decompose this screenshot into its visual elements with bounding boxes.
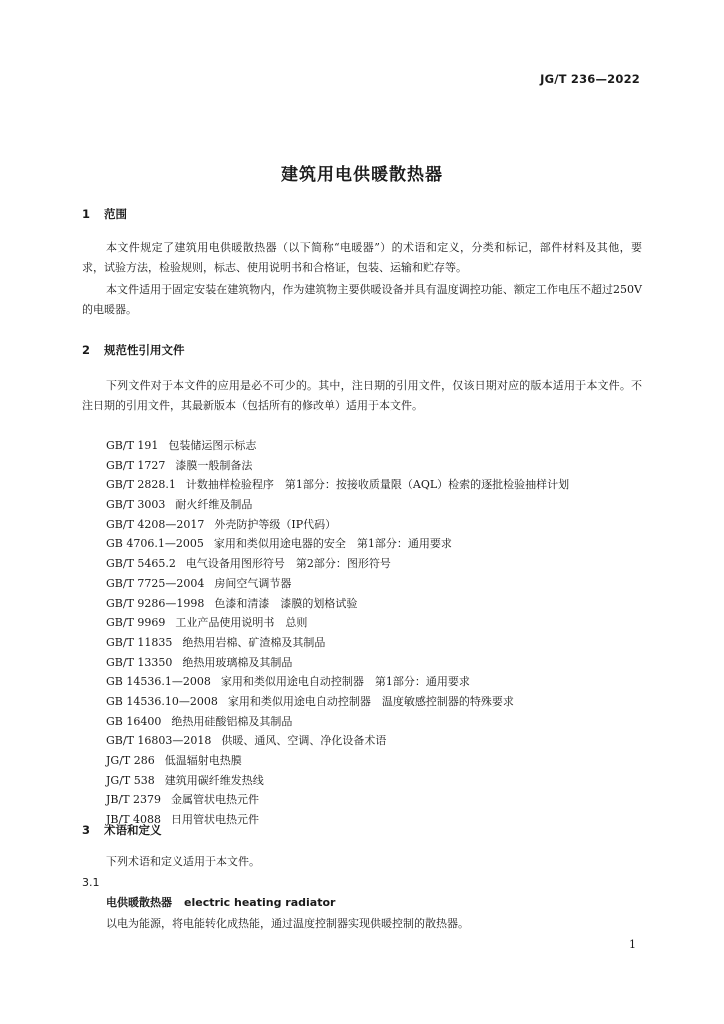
reference-item: [106, 456, 569, 476]
reference-title: 耐火纤维及制品: [175, 498, 253, 512]
reference-title: 供暖、通风、空调、净化设备术语: [221, 734, 387, 748]
reference-title: 绝热用硅酸铝棉及其制品: [171, 714, 293, 728]
section-number: 1: [82, 207, 91, 221]
reference-item: [106, 613, 569, 633]
reference-title: 绝热用岩棉、矿渣棉及其制品: [182, 635, 326, 649]
reference-item: [106, 594, 569, 614]
reference-item: [106, 810, 569, 830]
term-number: 3.1: [82, 876, 100, 889]
reference-title: 低温辐射电热膜: [164, 754, 242, 767]
reference-item: [106, 790, 569, 810]
reference-title: 计数抽样检验程序 第1部分：按接收质量限（AQL）检索的逐批检验抽样计划: [185, 478, 570, 492]
section-title: 规范性引用文件: [104, 343, 185, 357]
term-definition: 以电为能源，将电能转化成热能，通过温度控制器实现供暖控制的散热器。: [106, 917, 469, 930]
reference-item: [106, 751, 569, 771]
reference-code: GB/T 9969: [106, 616, 166, 630]
reference-code: GB/T 13350: [106, 655, 173, 669]
reference-item: [106, 436, 569, 456]
reference-item: [106, 672, 569, 692]
section-title: 范围: [104, 207, 127, 221]
section-title: 术语和定义: [104, 823, 162, 837]
reference-code: GB 4706.1—2005: [106, 537, 204, 551]
reference-title: 房间空气调节器: [214, 576, 292, 590]
reference-code: JG/T 286: [106, 754, 155, 767]
reference-item: [106, 633, 569, 653]
reference-item: [106, 495, 569, 515]
reference-code: GB/T 11835: [106, 635, 173, 649]
scope-paragraph-1: 本文件规定了建筑用电供暖散热器（以下简称“电暖器”）的术语和定义，分类和标记，部件材料及其他，要求，试验方法，检验规则，标志、使用说明书和合格证，包装、运输和贮存等。: [82, 241, 642, 274]
reference-code: GB/T 9286—1998: [106, 596, 205, 610]
reference-code: GB/T 2828.1: [106, 478, 176, 492]
reference-title: 建筑用碳纤维发热线: [164, 773, 264, 787]
reference-code: GB 14536.1—2008: [106, 675, 211, 689]
reference-code: GB 14536.10—2008: [106, 694, 218, 708]
reference-item: [106, 653, 569, 673]
reference-title: 金属管状电热元件: [171, 793, 260, 807]
reference-list: [106, 436, 569, 830]
reference-title: 日用管状电热元件: [171, 813, 260, 827]
reference-title: 外壳防护等级（IP代码）: [214, 517, 337, 531]
scope-paragraph-2: 本文件适用于固定安装在建筑物内，作为建筑物主要供暖设备并具有温度调控功能、额定工作电压不超过250V的电暖器。: [82, 283, 642, 316]
standard-number: JG/T 236—2022: [540, 72, 640, 86]
reference-code: GB/T 16803—2018: [106, 734, 212, 748]
reference-code: GB/T 5465.2: [106, 557, 176, 571]
normative-refs-intro: 下列文件对于本文件的应用是必不可少的。其中，注日期的引用文件，仅该日期对应的版本适用于本文件。不注日期的引用文件，其最新版本（包括所有的修改单）适用于本文件。: [82, 379, 642, 412]
term-entry: [106, 894, 335, 910]
reference-title: 绝热用玻璃棉及其制品: [182, 655, 293, 669]
reference-item: [106, 475, 569, 495]
reference-title: 家用和类似用途电自动控制器 温度敏感控制器的特殊要求: [227, 694, 514, 708]
reference-item: [106, 534, 569, 554]
document-title: 建筑用电供暖散热器: [281, 165, 443, 185]
reference-code: GB/T 1727: [106, 458, 166, 472]
section-heading-normative-refs: [82, 342, 185, 358]
section-heading-scope: [82, 206, 127, 222]
section-number: 2: [82, 343, 91, 357]
reference-title: 色漆和清漆 漆膜的划格试验: [214, 596, 358, 610]
reference-item: [106, 515, 569, 535]
term-english: electric heating radiator: [184, 896, 336, 909]
reference-code: GB/T 7725—2004: [106, 576, 205, 590]
terms-intro: 下列术语和定义适用于本文件。: [106, 855, 260, 868]
section-number: 3: [82, 823, 91, 837]
reference-code: JG/T 538: [106, 773, 155, 787]
reference-item: [106, 712, 569, 732]
reference-item: [106, 771, 569, 791]
page-number: 1: [629, 938, 636, 951]
reference-title: 漆膜一般制备法: [175, 458, 253, 472]
reference-code: GB/T 3003: [106, 498, 166, 512]
reference-code: GB/T 4208—2017: [106, 517, 205, 531]
reference-title: 家用和类似用途电自动控制器 第1部分：通用要求: [220, 675, 470, 689]
reference-item: [106, 554, 569, 574]
section-heading-terms: [82, 822, 162, 838]
reference-title: 家用和类似用途电器的安全 第1部分：通用要求: [213, 537, 452, 551]
reference-title: 包装储运图示标志: [168, 439, 257, 452]
reference-item: [106, 574, 569, 594]
reference-title: 工业产品使用说明书 总则: [175, 616, 308, 630]
reference-item: [106, 692, 569, 712]
reference-code: GB/T 191: [106, 439, 159, 452]
term-chinese: 电供暖散热器: [106, 896, 172, 909]
reference-code: GB 16400: [106, 714, 162, 728]
reference-code: JB/T 4088: [106, 813, 162, 827]
reference-item: [106, 731, 569, 751]
reference-code: JB/T 2379: [106, 793, 162, 807]
reference-title: 电气设备用图形符号 第2部分：图形符号: [185, 557, 391, 571]
